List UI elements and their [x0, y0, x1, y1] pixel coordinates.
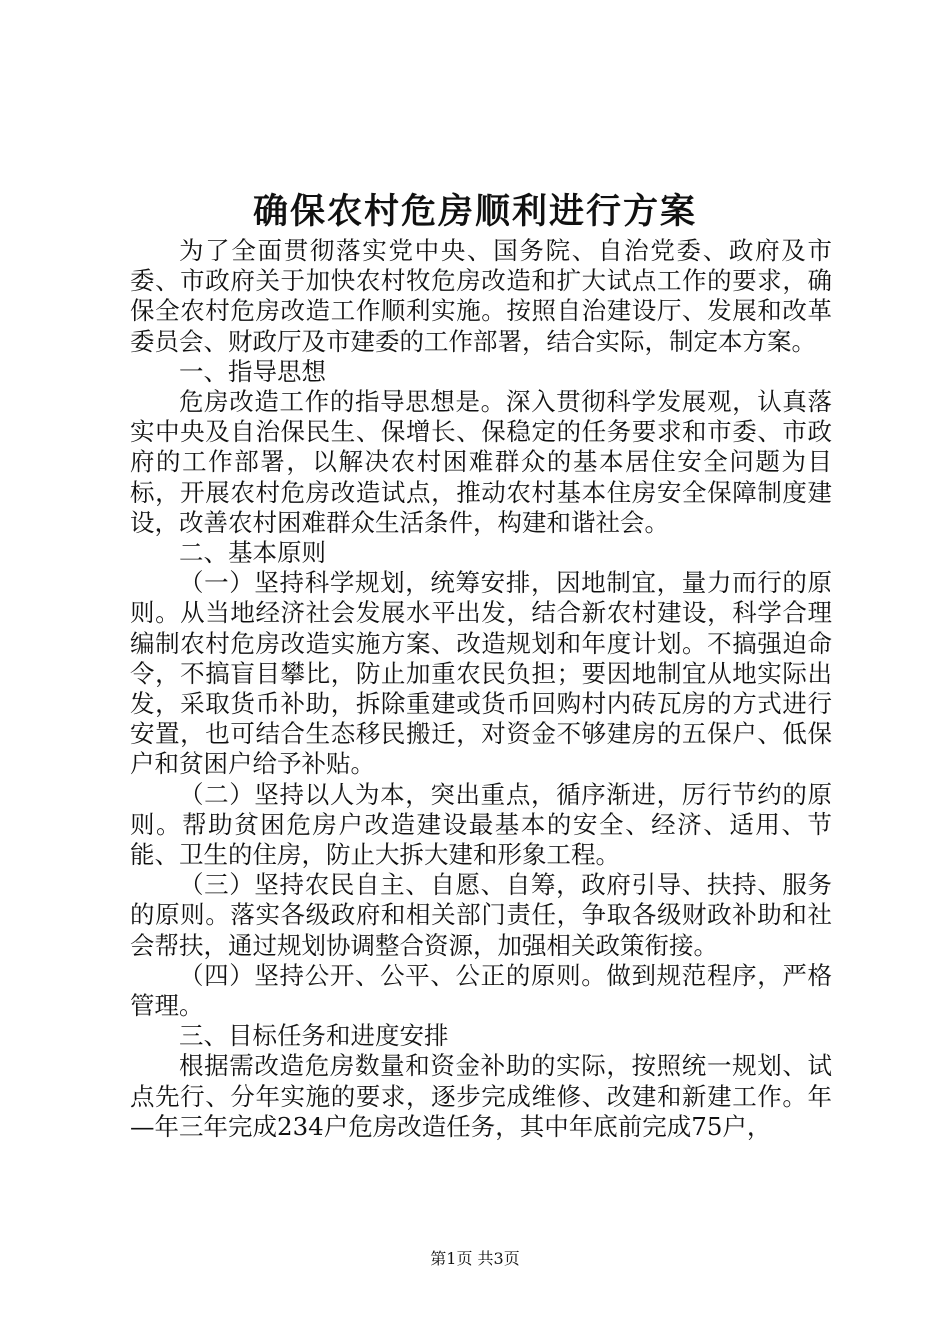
paragraph-intro: 为了全面贯彻落实党中央、国务院、自治党委、政府及市委、市政府关于加快农村牧危房改造和扩大试点工作的要求，确保全农村危房改造工作顺利实施。按照自治建设厅、发展和改革委员会、财政厅及市建委的工作部署，结合实际，制定本方案。 — [130, 236, 832, 356]
page-number-footer: 第1页 共3页 — [430, 1249, 520, 1268]
section-heading-targets: 三、目标任务和进度安排 — [179, 1021, 449, 1051]
paragraph-guiding-ideology: 危房改造工作的指导思想是。深入贯彻科学发展观，认真落实中央及自治保民生、保增长、保稳定的任务要求和市委、市政府的工作部署，以解决农村困难群众的基本居住安全问题为目标，开展农村危房改造试点，推动农村基本住房安全保障制度建设，改善农村困难群众生活条件，构建和谐社会。 — [130, 387, 832, 537]
paragraph-principle-1: （一）坚持科学规划，统筹安排，因地制宜，量力而行的原则。从当地经济社会发展水平出发，结合新农村建设，科学合理编制农村危房改造实施方案、改造规划和年度计划。不搞强迫命令，不搞盲目攀比，防止加重农民负担；要因地制宜从地实际出发，采取货币补助，拆除重建或货币回购村内砖瓦房的方式进行安置，也可结合生态移民搬迁，对资金不够建房的五保户、低保户和贫困户给予补贴。 — [130, 568, 832, 779]
section-heading-basic-principles: 二、基本原则 — [179, 538, 326, 568]
paragraph-principle-4: （四）坚持公开、公平、公正的原则。做到规范程序，严格管理。 — [130, 960, 832, 1021]
paragraph-principle-2: （二）坚持以人为本，突出重点，循序渐进，厉行节约的原则。帮助贫困危房户改造建设最基本的安全、经济、适用、节能、卫生的住房，防止大拆大建和形象工程。 — [130, 779, 832, 870]
paragraph-targets: 根据需改造危房数量和资金补助的实际，按照统一规划、试点先行、分年实施的要求，逐步完成维修、改建和新建工作。年—年三年完成234户危房改造任务，其中年底前完成75户， — [130, 1051, 832, 1141]
paragraph-principle-3: （三）坚持农民自主、自愿、自筹，政府引导、扶持、服务的原则。落实各级政府和相关部门责任，争取各级财政补助和社会帮扶，通过规划协调整合资源，加强相关政策衔接。 — [130, 870, 832, 960]
document-body — [130, 236, 832, 1142]
document-title: 确保农村危房顺利进行方案 — [252, 191, 697, 232]
section-heading-guiding-ideology: 一、指导思想 — [179, 356, 326, 386]
